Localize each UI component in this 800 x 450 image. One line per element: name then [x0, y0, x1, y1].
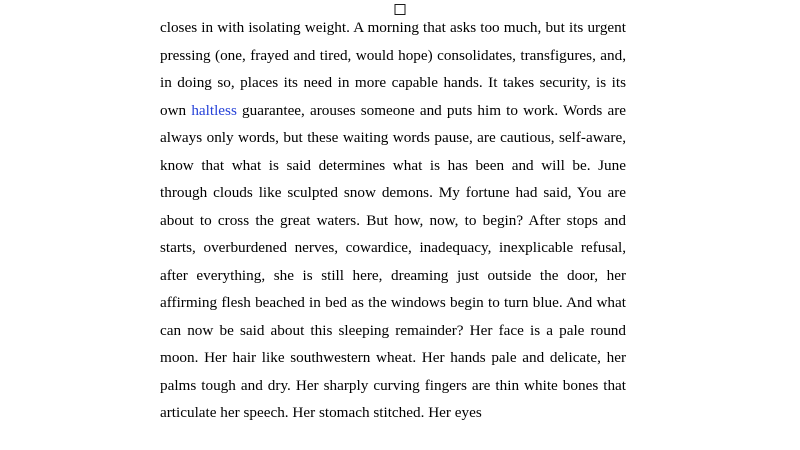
body-paragraph	[160, 14, 626, 427]
paragraph-part-two: guarantee, arouses someone and puts him to work. Words are always only words, but these waiting words pause, are cautious, self-aware, know that what is said determines what is has been and will be. June through clouds like sculpted snow demons. My fortune had said, You are about to cross the great waters. But how, now, to begin? After stops and starts, overburdened nerves, cowardice, inadequacy, inexplicable refusal, after everything, she is still here, dreaming just outside the door, her affirming flesh beached in bed as the windows begin to turn blue. And what can now be said about this sleeping remainder? Her face is a pale round moon. Her hair like southwestern wheat. Her hands pale and delicate, her palms tough and dry. Her sharply curving fingers are thin white bones that articulate her speech. Her stomach stitched. Her eyes	[160, 101, 626, 421]
haltless-link[interactable]: haltless	[191, 101, 237, 119]
paragraph-part-one: closes in with isolating weight. A morning that asks too much, but its urgent pressing (one, frayed and tired, would hope) consolidates, transfigures, and, in doing so, places its need in more capable hands. It takes security, is its own	[160, 19, 626, 119]
text-column	[160, 14, 626, 427]
